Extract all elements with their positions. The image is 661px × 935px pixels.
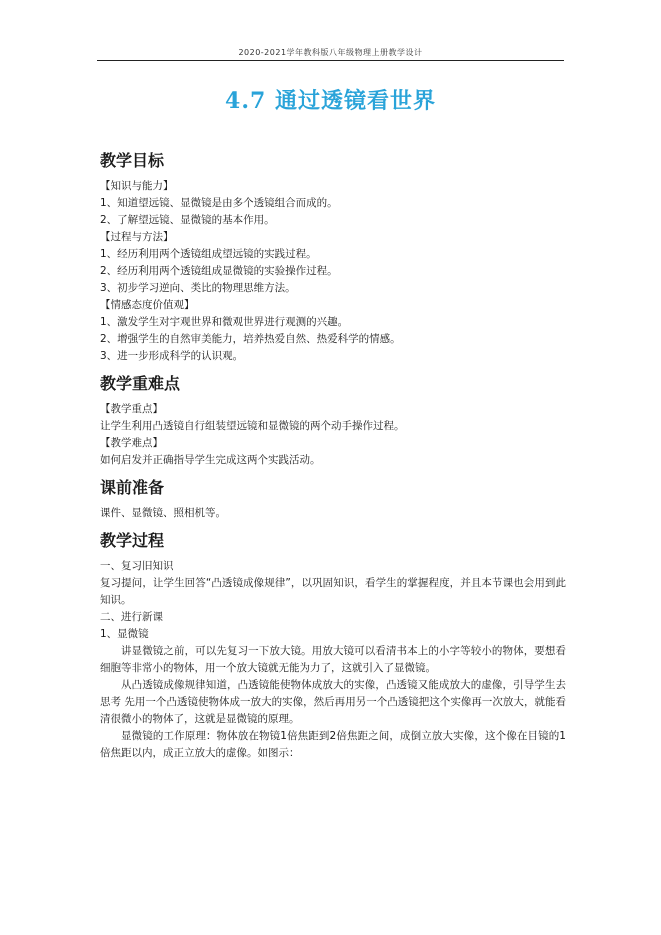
objectives-line: 2、了解望远镜、显微镜的基本作用。	[100, 214, 275, 226]
process-heading: 二、进行新课	[100, 611, 163, 623]
page-header: 2020-2021学年教科版八年级物理上册教学设计	[238, 48, 423, 57]
objectives-line: 3、初步学习逆向、类比的物理思维方法。	[100, 282, 296, 294]
objectives-line: 1、经历利用两个透镜组成望远镜的实践过程。	[100, 248, 317, 260]
process-subheading: 1、显微镜	[100, 628, 149, 640]
section-title-preparation: 课前准备	[100, 478, 165, 497]
process-paragraph: 复习提问，让学生回答“凸透镜成像规律”，以巩固知识，看学生的掌握程度，并且本节课也会用到此知识。	[100, 577, 566, 606]
keypoints-line: 【教学重点】	[100, 403, 163, 415]
objectives-line: 【过程与方法】	[100, 231, 174, 243]
objectives-line: 2、经历利用两个透镜组成显微镜的实验操作过程。	[100, 265, 338, 277]
process-paragraph: 讲显微镜之前，可以先复习一下放大镜。用放大镜可以看清书本上的小字等较小的物体，要想看细胞等非常小的物体，用一个放大镜就无能为力了，这就引入了显微镜。	[100, 645, 566, 674]
objectives-line: 1、知道望远镜、显微镜是由多个透镜组合而成的。	[100, 197, 338, 209]
objectives-line: 1、激发学生对宇观世界和微观世界进行观测的兴趣。	[100, 316, 349, 328]
objectives-line: 【情感态度价值观】	[100, 299, 195, 311]
section-title-process: 教学过程	[100, 531, 165, 550]
objectives-line: 3、进一步形成科学的认识观。	[100, 350, 244, 362]
keypoints-line: 如何启发并正确指导学生完成这两个实践活动。	[100, 454, 321, 466]
document-title: 4.7 通过透镜看世界	[225, 88, 436, 114]
objectives-line: 2、增强学生的自然审美能力，培养热爱自然、热爱科学的情感。	[100, 333, 401, 345]
objectives-line: 【知识与能力】	[100, 180, 174, 192]
header-rule	[97, 60, 564, 61]
keypoints-line: 【教学难点】	[100, 437, 163, 449]
process-heading: 一、复习旧知识	[100, 560, 174, 572]
document-body	[100, 150, 566, 762]
keypoints-line: 让学生利用凸透镜自行组装望远镜和显微镜的两个动手操作过程。	[100, 420, 405, 432]
section-title-keypoints: 教学重难点	[100, 374, 181, 393]
process-paragraph: 显微镜的工作原理：物体放在物镜1倍焦距到2倍焦距之间，成倒立放大实像，这个像在目镜的1倍焦距以内，成正立放大的虚像。如图示：	[100, 730, 566, 759]
process-paragraph: 从凸透镜成像规律知道，凸透镜能使物体成放大的实像，凸透镜又能成放大的虚像，引导学生去思考 先用一个凸透镜使物体成一放大的实像，然后再用另一个凸透镜把这个实像再一次放大，就能看清很微小的物体了，这就是显微镜的原理。	[100, 679, 566, 725]
preparation-line: 课件、显微镜、照相机等。	[100, 507, 226, 519]
section-title-objectives: 教学目标	[100, 151, 165, 170]
